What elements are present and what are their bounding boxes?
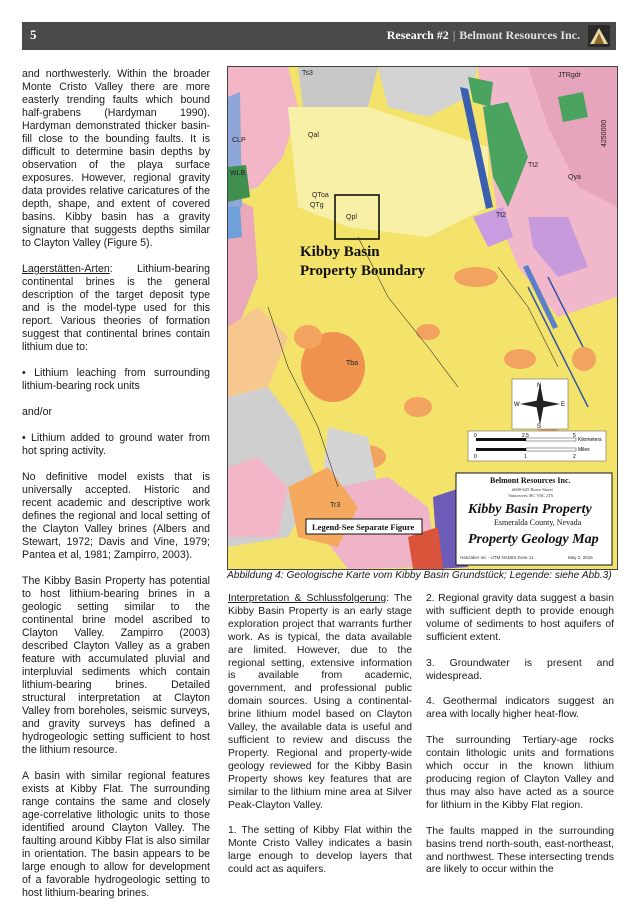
unit-label: Qya <box>568 174 581 181</box>
paragraph: No definitive model exists that is universally accepted. Historic and recent academic and descriptive work defines the regional and local setting of the Clayton Valley brines (Albers and Stewart, 1972; Davis and Vine, 1979; Pantea et al, 1981; Zampirro, 2003). <box>22 471 210 561</box>
unit-label: Tr3 <box>330 502 341 509</box>
svg-text:2: 2 <box>573 454 576 460</box>
section-heading: Interpretation & Schlussfolgerung <box>228 593 387 604</box>
unit-label: JTRgdr <box>558 72 581 79</box>
section-heading: Lagerstätten-Arten <box>22 263 110 275</box>
svg-text:5: 5 <box>573 433 576 439</box>
geology-map <box>227 66 618 570</box>
bullet-item: • Lithium added to ground water from hot spring activity. <box>22 432 210 457</box>
svg-text:2.5: 2.5 <box>522 433 529 439</box>
svg-text:N: N <box>537 383 542 389</box>
unit-label: QTg <box>310 202 324 209</box>
paragraph: 1. The setting of Kibby Flat within the Monte Cristo Valley indicates a basin large enough to develop layers that could act as aquifers. <box>228 825 412 876</box>
paragraph-text: Lithium-bearing continental brines is the general description of the target deposit type and is the model-type used for this report. Various theories of formation suggest that continental brines contain lithium due to: <box>22 263 210 353</box>
unit-label: Qal <box>308 132 319 139</box>
unit-label: CLP <box>232 137 246 144</box>
svg-text:Vancouver, BC V6C 2T6: Vancouver, BC V6C 2T6 <box>508 493 554 498</box>
unit-label: QToa <box>312 192 329 199</box>
figure-caption: Abbildung 4: Geologische Karte vom Kibby Basin Grundstück; Legende: siehe Abb.3) <box>227 570 612 581</box>
svg-text:Property Geology Map: Property Geology Map <box>468 532 599 547</box>
map-title-block <box>456 473 612 565</box>
right-column <box>426 593 614 890</box>
paragraph: A basin with similar regional features exists at Kibby Flat. The surrounding range contains the same and closely age-correlative lithologic units to those identified around Clayton Valley. The faulting around Kibby Flat is also similar in orientation. The basin appears to be large enough to allow for development of a favorable hydrogeologic setting to host lithium-bearing brines. <box>22 770 210 899</box>
svg-text:S: S <box>537 424 542 430</box>
company-name: Belmont Resources Inc. <box>459 28 580 42</box>
paragraph: 3. Groundwater is present and widespread. <box>426 657 614 682</box>
unit-label: Ts3 <box>302 70 313 77</box>
unit-label: Tt2 <box>528 162 539 169</box>
paragraph-text: : The Kibby Basin Property is an early stage exploration project that warrants further work. As is typical, the data available are limited. However, due to the regional setting, extensive information is available from academic, government, and professional public domain sources. Using a continental-brine lithium model based on Clayton Valley, the available data is useful and sufficient to review and discuss the Property. Regional and property-wide geology reviewed for the Kibby Basin Property shows key features that are similar to the lithium mine area at Silver Peak-Clayton Valley. <box>228 593 412 811</box>
scale-bar <box>468 431 606 461</box>
geology-map-graphic <box>228 67 617 569</box>
svg-text:Kibby Basin Property: Kibby Basin Property <box>468 502 592 517</box>
middle-column <box>228 593 412 890</box>
paragraph: The surrounding Tertiary-age rocks contain lithologic units and formations which occur in the known lithium producing region of Clayton Valley and thus may also have acted as a source for lithium in the Kibby Flat region. <box>426 735 614 811</box>
svg-text:E: E <box>561 402 566 408</box>
svg-text:#600-625 Howe Street: #600-625 Howe Street <box>512 487 553 492</box>
svg-text:Belmont Resources Inc.: Belmont Resources Inc. <box>490 476 571 485</box>
andor-text: and/or <box>22 406 53 418</box>
svg-text:Miles: Miles <box>578 447 590 453</box>
report-title: Research #2 <box>386 28 449 42</box>
boundary-title-line2: Property Boundary <box>300 263 426 279</box>
paragraph: 2. Regional gravity data suggest a basin with sufficient depth to provide enough volume of sediments to host aquifers of sufficient extent. <box>426 593 614 643</box>
bullet-item: • Lithium leaching from surrounding lithium-bearing rock units <box>22 367 210 392</box>
svg-text:Kilometers: Kilometers <box>578 437 602 443</box>
paragraph: 4. Geothermal indicators suggest an area with locally higher heat-flow. <box>426 696 614 721</box>
unit-label: Qpl <box>346 214 357 221</box>
unit-label: Tba <box>346 360 359 367</box>
boundary-title-line1: Kibby Basin <box>300 244 380 260</box>
svg-text:0: 0 <box>474 454 477 460</box>
page-header <box>22 22 616 50</box>
mountain-logo-icon <box>588 25 610 47</box>
paragraph: The Kibby Basin Property has potential to host lithium-bearing brines in a geologic setting similar to the continental brine model ascribed to Clayton Valley. Zampirro (2003) described Clayton Valley as a graben feature with accumulated pluvial and interpluvial sediments which contain lithium-bearing brines. Detailed structural interpretation at Clayton Valley from boreholes, seismic surveys, and gravity surveys has defined a hydrogeologic setting sufficient to host the lithium resource. <box>22 575 210 756</box>
svg-text:Esmeralda County, Nevada: Esmeralda County, Nevada <box>494 518 582 527</box>
unit-label: Tt2 <box>496 212 507 219</box>
header-separator: | <box>452 28 456 42</box>
unit-label: WLB <box>230 170 246 177</box>
svg-text:Hanzaker Inc - UTM NAD83 Zone: Hanzaker Inc - UTM NAD83 Zone 11 <box>460 555 534 560</box>
paragraph: and northwesterly. Within the broader Monte Cristo Valley there are more easterly trending faults which bound half-grabens (Hardyman 1990). Hardyman demonstrated thicker basin-fill close to the bounding faults. It is difficult to determine basin depths by observation of the playa surface exposures. However, regional gravity data provides relative caricatures of the depth, shape, and extent of covered basins. Kibby basin has a gravity signature that suggests depths similar to Clayton Valley (Figure 5). <box>22 68 210 249</box>
legend-note: Legend-See Separate Figure <box>312 522 415 532</box>
svg-text:May 2, 2016: May 2, 2016 <box>568 555 593 560</box>
svg-text:1: 1 <box>524 454 527 460</box>
paragraph: The faults mapped in the surrounding basins trend north-south, east-northeast, and northwest. These intersecting trends are likely to occur within the <box>426 825 614 876</box>
left-column <box>22 68 210 913</box>
svg-text:0: 0 <box>474 433 477 439</box>
header-title <box>387 28 580 43</box>
deposit-type-paragraph <box>22 263 210 354</box>
heading-colon: : <box>109 263 113 275</box>
compass-rose-icon <box>512 379 568 430</box>
northing-label: 4250000 <box>601 119 608 147</box>
page-number: 5 <box>30 27 37 42</box>
interpretation-paragraph <box>228 593 412 812</box>
svg-text:W: W <box>514 402 520 408</box>
